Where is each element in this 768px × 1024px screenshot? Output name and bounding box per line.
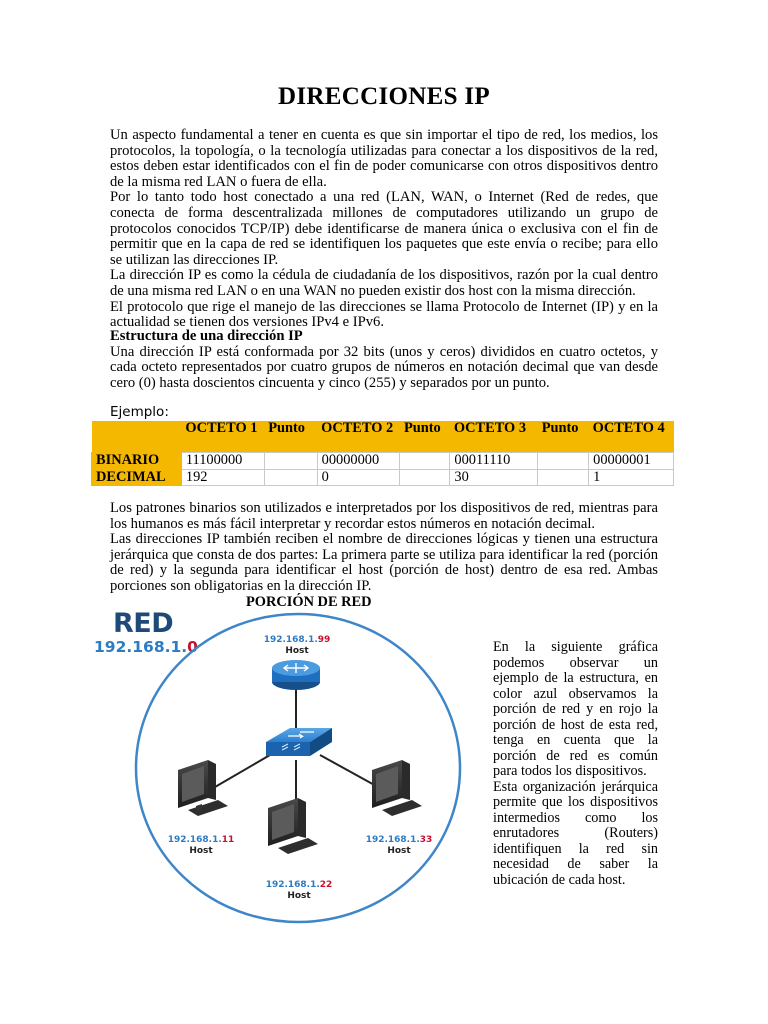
body-paragraph: Las direcciones IP también reciben el nombre de direcciones lógicas y tienen una estructura jerárquica que consta de dos partes: La primera parte se utiliza para identificar la red (porción de red) y la segunda para identificar el host (porción de host) dentro de esa red. Ambas porciones son obligatorias en la dirección IP. bbox=[110, 531, 658, 594]
host-label bbox=[166, 835, 236, 857]
host-host-portion: 22 bbox=[319, 880, 333, 890]
table-header: Punto bbox=[264, 421, 317, 453]
structure-paragraph: Una dirección IP está conformada por 32 bits (unos y ceros) divididos en cuatro octetos, y cada octeto representados por cuatro grupos de números en notación decimal que van desde cero (0) hasta doscientos cincuenta y cinco (255) y separados por un punto. bbox=[110, 343, 658, 391]
table-cell: 192 bbox=[181, 469, 264, 486]
table-header: OCTETO 1 bbox=[181, 421, 264, 453]
host-name: Host bbox=[189, 846, 213, 856]
host-host-portion: 99 bbox=[317, 635, 331, 645]
host-name: Host bbox=[287, 891, 311, 901]
table-cell: 00000001 bbox=[589, 453, 674, 470]
computer-icon bbox=[268, 798, 318, 854]
computer-icon bbox=[178, 760, 228, 816]
table-cell: 1 bbox=[589, 469, 674, 486]
host-host-portion: 33 bbox=[419, 835, 433, 845]
table-header: OCTETO 4 bbox=[589, 421, 674, 453]
page-title: DIRECCIONES IP bbox=[278, 83, 490, 110]
link-line bbox=[215, 755, 270, 787]
host-name: Host bbox=[387, 846, 411, 856]
section-heading: Estructura de una dirección IP bbox=[110, 328, 303, 344]
computer-icon bbox=[372, 760, 422, 816]
table-cell: 00011110 bbox=[450, 453, 538, 470]
host-label bbox=[262, 635, 332, 657]
network-label: RED bbox=[113, 608, 174, 639]
host-network-portion: 192.168.1. bbox=[265, 880, 320, 890]
host-network-portion: 192.168.1. bbox=[365, 835, 420, 845]
table-header: Punto bbox=[538, 421, 589, 453]
intro-paragraph: El protocolo que rige el manejo de las direcciones se llama Protocolo de Internet (IP) y en la actualidad se tienen dos versiones IPv4 e IPv6. bbox=[110, 298, 658, 331]
host-name: Host bbox=[285, 646, 309, 656]
host-host-portion: 11 bbox=[221, 835, 235, 845]
intro-paragraph: Por lo tanto todo host conectado a una red (LAN, WAN, o Internet (Red de redes, que conecta de forma descentralizada millones de computadores utilizando un grupo de protocolos conocidos TCP/IP) debe identificarse de manera única o exclusiva con el fin de permitir que en la capa de red se identifiquen los paquetes que este envía o recibe; para ello se utilizan las direcciones IP. bbox=[110, 189, 658, 268]
table-cell: 30 bbox=[450, 469, 538, 486]
table-cell: 00000000 bbox=[317, 453, 400, 470]
body-paragraph: Los patrones binarios son utilizados e interpretados por los dispositivos de red, mientras para los humanos es más fácil interpretar y recordar estos números en notación decimal. bbox=[110, 500, 658, 532]
description-paragraph: En la siguiente gráfica podemos observar un ejemplo de la estructura, en color azul observamos la porción de red y en rojo la porción de host de esta red, tenga en cuenta que la porción de red es común para todos los dispositivos. bbox=[493, 639, 658, 779]
table-cell: 11100000 bbox=[181, 453, 264, 470]
table-cell: 0 bbox=[317, 469, 400, 486]
row-label: DECIMAL bbox=[92, 469, 182, 486]
table-header: Punto bbox=[400, 421, 450, 453]
host-portion: 0 bbox=[187, 638, 198, 656]
intro-paragraph: La dirección IP es como la cédula de ciudadanía de los dispositivos, razón por la cual dentro de una misma red LAN o en una WAN no pueden existir dos host con la misma dirección. bbox=[110, 267, 658, 299]
figure-caption: PORCIÓN DE RED bbox=[246, 594, 372, 610]
host-label bbox=[264, 880, 334, 902]
table-header: OCTETO 2 bbox=[317, 421, 400, 453]
router-icon bbox=[272, 660, 320, 690]
intro-paragraph: Un aspecto fundamental a tener en cuenta es que sin importar el tipo de red, los medios, los protocolos, la topología, o la tecnología utilizadas para conectar a los dispositivos de la red, estos deben estar identificados con el fin de poder comunicarse con otros dispositivos dentro de la misma red LAN o fuera de ella. bbox=[110, 127, 658, 190]
table-header: OCTETO 3 bbox=[450, 421, 538, 453]
link-line bbox=[320, 755, 378, 787]
host-label bbox=[364, 835, 434, 857]
host-network-portion: 192.168.1. bbox=[167, 835, 222, 845]
description-paragraph: Esta organización jerárquica permite que los dispositivos intermedios como los enrutadores (Routers) identifiquen la red sin necesidad de saber la ubicación de cada host. bbox=[493, 778, 658, 888]
figure-description bbox=[493, 640, 658, 888]
switch-icon bbox=[266, 728, 332, 756]
host-network-portion: 192.168.1. bbox=[263, 635, 318, 645]
network-portion: 192.168.1. bbox=[94, 638, 188, 656]
example-label: Ejemplo: bbox=[110, 404, 169, 420]
row-label: BINARIO bbox=[92, 453, 182, 470]
